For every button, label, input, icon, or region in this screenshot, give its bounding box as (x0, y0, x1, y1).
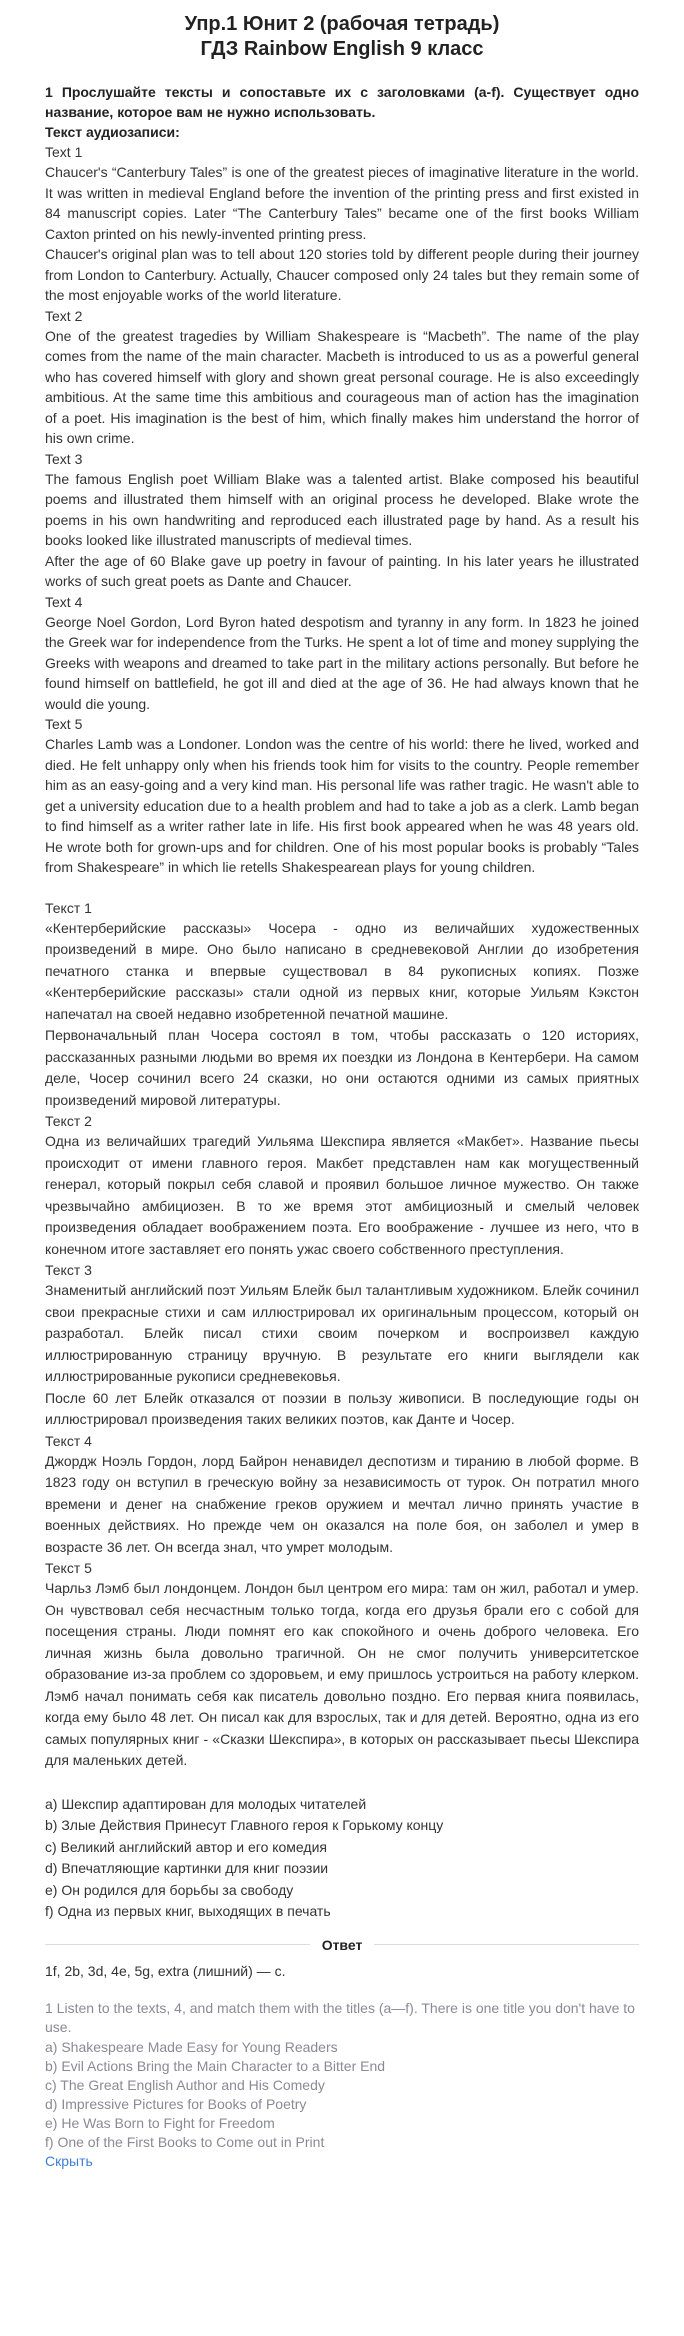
list-item: b) Злые Действия Принесут Главного героя к Горькому концу (45, 1817, 444, 1833)
text-paragraph: Первоначальный план Чосера состоял в том, чтобы рассказать о 120 историях, рассказанных разными людьми во время их поездки из Лондона в Кентербери. На самом деле, Чосер сочинил всего 24 сказки, но они остаются одними из самых приятных произведений мировой литературы. (45, 1027, 639, 1108)
text-paragraph: Charles Lamb was a Londoner. London was the centre of his world: there he lived, worked and died. He felt unhappy only when his friends took him for visits to the country. People remember him as an easy-going and a very kind man. His personal life was rather tragic. He wasn't able to get a university education due to a health problem and had to take a job as a clerk. Lamb began to find himself as a writer rather late in life. His first book appeared when he was 48 years old. He wrote both for grown-ups and for children. One of his most popular books is probably “Tales from Shakespeare” in which lie retells Shakespearean plays for young children. (45, 736, 639, 875)
list-item: d) Impressive Pictures for Books of Poetry (45, 2095, 307, 2112)
spacer (45, 1772, 639, 1794)
divider (374, 1944, 639, 1945)
text-label: Text 1 (45, 144, 83, 160)
list-item: a) Shakespeare Made Easy for Young Readers (45, 2038, 338, 2055)
text-paragraph: Chaucer's “Canterbury Tales” is one of the greatest pieces of imaginative literature in the world. It was written in medieval England before the invention of the printing press and first existed in 84 manuscript copies. Later “The Canterbury Tales” became one of the first books William Caxton printed on his newly-invented printing press. (45, 164, 639, 242)
english-texts (45, 142, 639, 878)
text-paragraph: George Noel Gordon, Lord Byron hated despotism and tyranny in any form. In 1823 he joined the Greek war for independence from the Turks. He spent a lot of time and money supplying the Greeks with weapons and dreamed to take part in the military actions personally. But before he found himself on battlefield, he got ill and died at the age of 36. He had always known that he would die young. (45, 613, 639, 712)
answer-heading (45, 1937, 639, 1953)
text-paragraph: After the age of 60 Blake gave up poetry in favour of painting. In his later years he illustrated works of such great poets as Dante and Chaucer. (45, 552, 639, 589)
text-paragraph: The famous English poet William Blake was a talented artist. Blake composed his beautiful poems and illustrated them himself with an original process he developed. Blake wrote the poems in his own handwriting and reproduced each illustrated page by hand. As a result his books looked like illustrated manuscripts of medieval times. (45, 470, 639, 548)
russian-texts (45, 898, 639, 1772)
task-instruction: 1 Прослушайте тексты и сопоставьте их с заголовками (a-f). Существует одно название, которое вам не нужно использовать. (45, 84, 639, 120)
original-task (45, 1999, 639, 2152)
text-label: Text 2 (45, 307, 83, 324)
answer-text: 1f, 2b, 3d, 4e, 5g, extra (лишний) — c. (45, 1962, 286, 1979)
list-item: c) The Great English Author and His Comedy (45, 2076, 325, 2093)
text-paragraph: Chaucer's original plan was to tell about 120 stories told by different people during their journey from London to Canterbury. Actually, Chaucer composed only 24 tales but they remain some of the most enjoyable works of the world literature. (45, 246, 639, 303)
text-label: Text 5 (45, 716, 83, 732)
text-paragraph: Одна из величайших трагедий Уильяма Шекспира является «Макбет». Название пьесы происходит от имени главного героя. Макбет представлен нам как могущественный генерал, который покрыл себя славой и проявил большое личное мужество. Он также чрезвычайно амбициозен. В то же время этот амбициозный и смелый человек произведения обладает воображением поэта. Его воображение - лучшее из него, что в конечном итоге заставляет его понять ужас своего собственного преступления. (45, 1133, 639, 1257)
original-instruction: 1 Listen to the texts, 4, and match them with the titles (a—f). There is one title you don't have to use. (45, 1999, 635, 2035)
list-item: c) Великий английский автор и его комедия (45, 1838, 327, 1855)
list-item: e) He Was Born to Fight for Freedom (45, 2114, 275, 2131)
text-paragraph: Джордж Ноэль Гордон, лорд Байрон ненавидел деспотизм и тиранию в любой форме. В 1823 году он вступил в греческую войну за независимость от турок. Он потратил много времени и денег на снабжение греков оружием и мечтал лично принять участие в военных действиях. Но прежде чем он оказался на поле боя, он заболел и умер в возрасте 36 лет. Он всегда знал, что умрет молодым. (45, 1452, 639, 1555)
text-paragraph: Знаменитый английский поэт Уильям Блейк был талантливым художником. Блейк сочинил свои прекрасные стихи и сам иллюстрировал их оригинальным процессом, который он разработал. Блейк писал стихи своим почерком и воспроизвел каждую иллюстрированную страницу вручную. В результате его книги выглядели как иллюстрированные рукописи средневековья. (45, 1282, 639, 1384)
list-item: d) Впечатляющие картинки для книг поэзии (45, 1860, 329, 1876)
text-label: Text 4 (45, 593, 83, 610)
text-label: Текст 2 (45, 1113, 92, 1129)
answer-heading-label: Ответ (321, 1936, 363, 1953)
list-item: f) Одна из первых книг, выходящих в печать (45, 1903, 331, 1919)
title-line-2: ГДЗ Rainbow English 9 класс (200, 38, 484, 60)
page-title (45, 12, 639, 62)
audio-transcript-label: Текст аудиозаписи: (45, 124, 180, 140)
list-item: b) Evil Actions Bring the Main Character to a Bitter End (45, 2057, 386, 2074)
text-label: Текст 1 (45, 899, 92, 916)
text-paragraph: One of the greatest tragedies by William Shakespeare is “Macbeth”. The name of the play comes from the name of the main character. Macbeth is introduced to us as a powerful general who has covered himself with glory and shown great personal courage. He is also exceedingly ambitious. At the same time this ambitious and courageous man of action has the imagination of a poet. His imagination is the best of him, which finally makes him understand the horror of his own crime. (45, 327, 639, 446)
list-item: e) Он родился для борьбы за свободу (45, 1881, 294, 1898)
title-line-1: Упр.1 Юнит 2 (рабочая тетрадь) (184, 13, 500, 35)
text-label: Текст 3 (45, 1262, 92, 1278)
divider (45, 1944, 310, 1945)
text-paragraph: После 60 лет Блейк отказался от поэзии в пользу живописи. В последующие годы он иллюстрировал произведения таких великих поэтов, как Данте и Чосер. (45, 1389, 639, 1427)
list-item: f) One of the First Books to Come out in Print (45, 2133, 325, 2150)
text-paragraph: Чарльз Лэмб был лондонцем. Лондон был центром его мира: там он жил, работал и умер. Он чувствовал себя несчастным только тогда, когда его друзья брали его с собой для посещения страны. Люди помнят его как спокойного и очень доброго человека. Его личная жизнь была довольно трагичной. Он не смог получить университетское образование из-за проблем со здоровьем, и ему пришлось устроиться на работу клерком. Лэмб начал понимать себя как писатель довольно поздно. Его первая книга появилась, когда ему было 48 лет. Он писал как для взрослых, так и для детей. Вероятно, одна из его самых популярных книг - «Сказки Шекспира», в которых он рассказывает пьесы Шекспира для маленьких детей. (45, 1580, 639, 1768)
text-paragraph: «Кентерберийские рассказы» Чосера - одно из величайших художественных произведений в мире. Оно было написано в средневековой Англии до изобретения печатного станка и впервые существовал в 84 рукописных копиях. Позже «Кентерберийские рассказы» стали одной из первых книг, которые Уильям Кэкстон напечатал на своей недавно изобретенной печатной машине. (45, 919, 639, 1022)
title-options-ru (45, 1794, 639, 1923)
text-label: Текст 5 (45, 1560, 92, 1576)
list-item: a) Шекспир адаптирован для молодых читателей (45, 1795, 367, 1812)
hide-link[interactable]: Скрыть (45, 2152, 93, 2169)
text-label: Текст 4 (45, 1432, 92, 1449)
text-label: Text 3 (45, 450, 83, 467)
